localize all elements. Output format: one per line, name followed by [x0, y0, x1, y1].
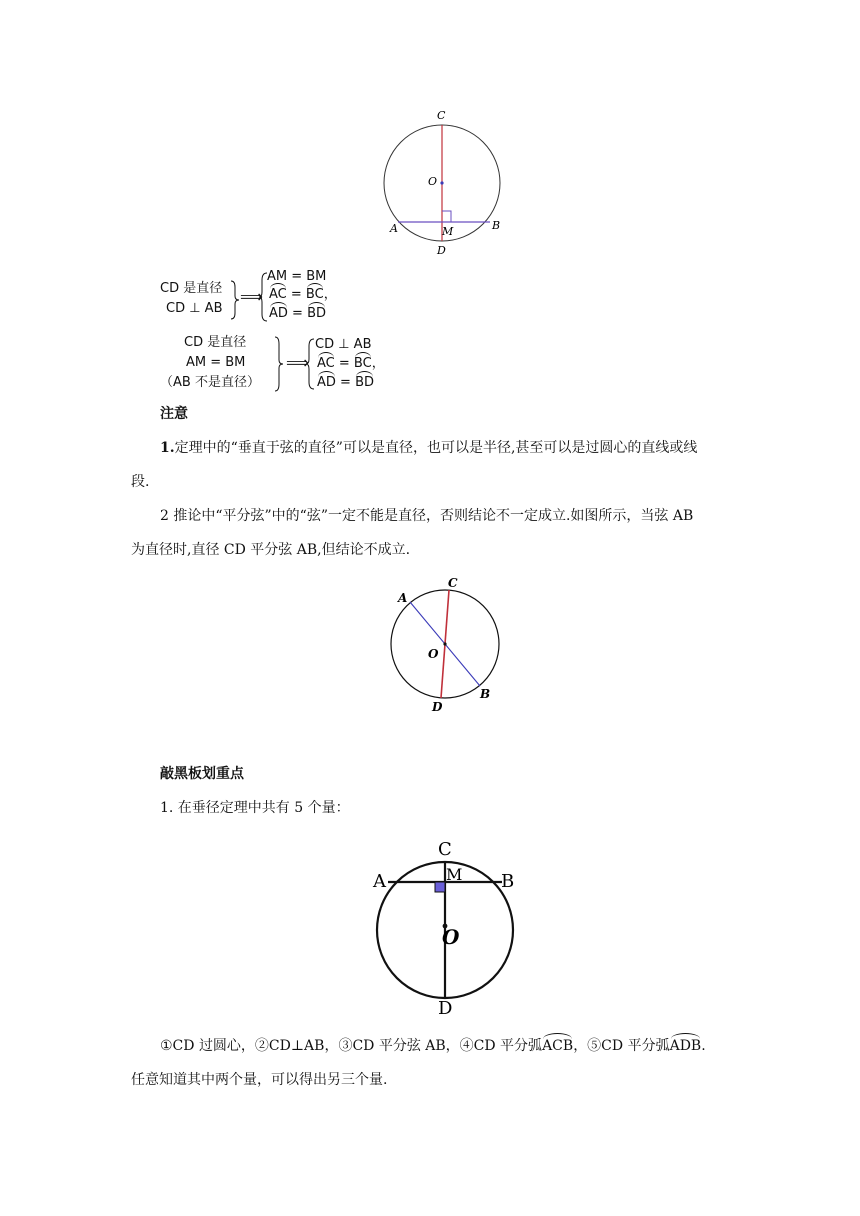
label-m: M [446, 865, 463, 884]
label-b: B [492, 219, 501, 232]
right-brace [230, 280, 240, 320]
left-brace [305, 338, 315, 390]
right-angle-square [435, 882, 445, 892]
premise-1: CD 是直径 [160, 281, 223, 296]
note-item-1-line-2: 段. [131, 474, 150, 490]
implication-2 [160, 334, 400, 394]
label-o: O [442, 925, 460, 949]
comma: ， [323, 287, 337, 302]
label-c: C [438, 839, 452, 860]
implication-1 [160, 268, 360, 324]
label-d: D [438, 998, 453, 1019]
arc-bc: BC [305, 287, 324, 302]
label-b: B [501, 871, 515, 892]
right-brace [274, 336, 284, 392]
note-item-2-line-1: 2 推论中“平分弦”中的“弦”一定不能是直径，否则结论不一定成立.如图所示，当弦 AB [160, 508, 694, 524]
label-d: D [432, 700, 443, 714]
five-mid: ，⑤CD 平分弧 [573, 1038, 670, 1054]
right-angle-mark [442, 211, 451, 222]
five-end: . [701, 1038, 706, 1054]
conclusion-1: CD ⊥ AB [315, 337, 372, 352]
label-o: O [428, 175, 438, 188]
conclusion-3: AD = BD [317, 375, 375, 390]
figure-five-quantities [368, 834, 528, 1020]
arc-ad: AD [269, 306, 288, 321]
note-item-1-line-1 [160, 438, 697, 458]
implies-arrow: ⟹ [286, 353, 309, 372]
label-a: A [398, 591, 408, 605]
five-quantities-conclusion: 任意知道其中两个量，可以得出另三个量. [131, 1072, 388, 1088]
note-heading: 注意 [160, 406, 188, 422]
conclusion-3: AD = BD [269, 306, 327, 321]
label-a: A [373, 871, 386, 892]
figure-counterexample [380, 572, 510, 717]
premise-2: AM = BM [186, 355, 246, 370]
conclusion-1: AM = BM [267, 269, 327, 284]
label-a: A [390, 222, 398, 235]
center-point [443, 642, 446, 645]
key-points-heading: 敲黑板划重点 [160, 766, 244, 782]
key-points-intro: 1. 在垂径定理中共有 5 个量： [160, 800, 350, 816]
arc-acb: ACB [542, 1038, 574, 1054]
premise-1: CD 是直径 [184, 335, 247, 350]
five-prefix: ①CD 过圆心，②CD⊥AB，③CD 平分弦 AB，④CD 平分弧 [160, 1038, 543, 1054]
arc-bd: BD [355, 375, 375, 390]
arc-bc: BC [353, 356, 372, 371]
figure-perpendicular-diameter [370, 105, 510, 265]
implies-arrow: ⟹ [240, 287, 263, 306]
label-b: B [480, 687, 491, 701]
note-item-2-line-2: 为直径时,直径 CD 平分弦 AB,但结论不成立. [131, 542, 411, 558]
label-c: C [437, 109, 446, 122]
label-o: O [428, 647, 439, 661]
center-point [440, 181, 443, 184]
item-text: 定理中的“垂直于弦的直径”可以是直径，也可以是半径,甚至可以是过圆心的直线或线 [174, 440, 698, 456]
item-number: 1. [160, 440, 175, 456]
conclusion-2: AC = BC， [317, 356, 385, 371]
conclusion-2: AC = BC， [269, 287, 337, 302]
arc-ad: AD [317, 375, 336, 390]
arc-adb: ADB [669, 1038, 702, 1054]
arc-ac: AC [269, 287, 287, 302]
comma: ， [371, 356, 385, 371]
premise-2: CD ⊥ AB [166, 301, 223, 316]
label-m: M [442, 225, 454, 238]
arc-bd: BD [307, 306, 327, 321]
arc-ac: AC [317, 356, 335, 371]
premise-3: （AB 不是直径） [160, 375, 260, 390]
label-c: C [448, 576, 458, 590]
label-d: D [437, 244, 446, 257]
five-quantities-line [160, 1036, 706, 1056]
